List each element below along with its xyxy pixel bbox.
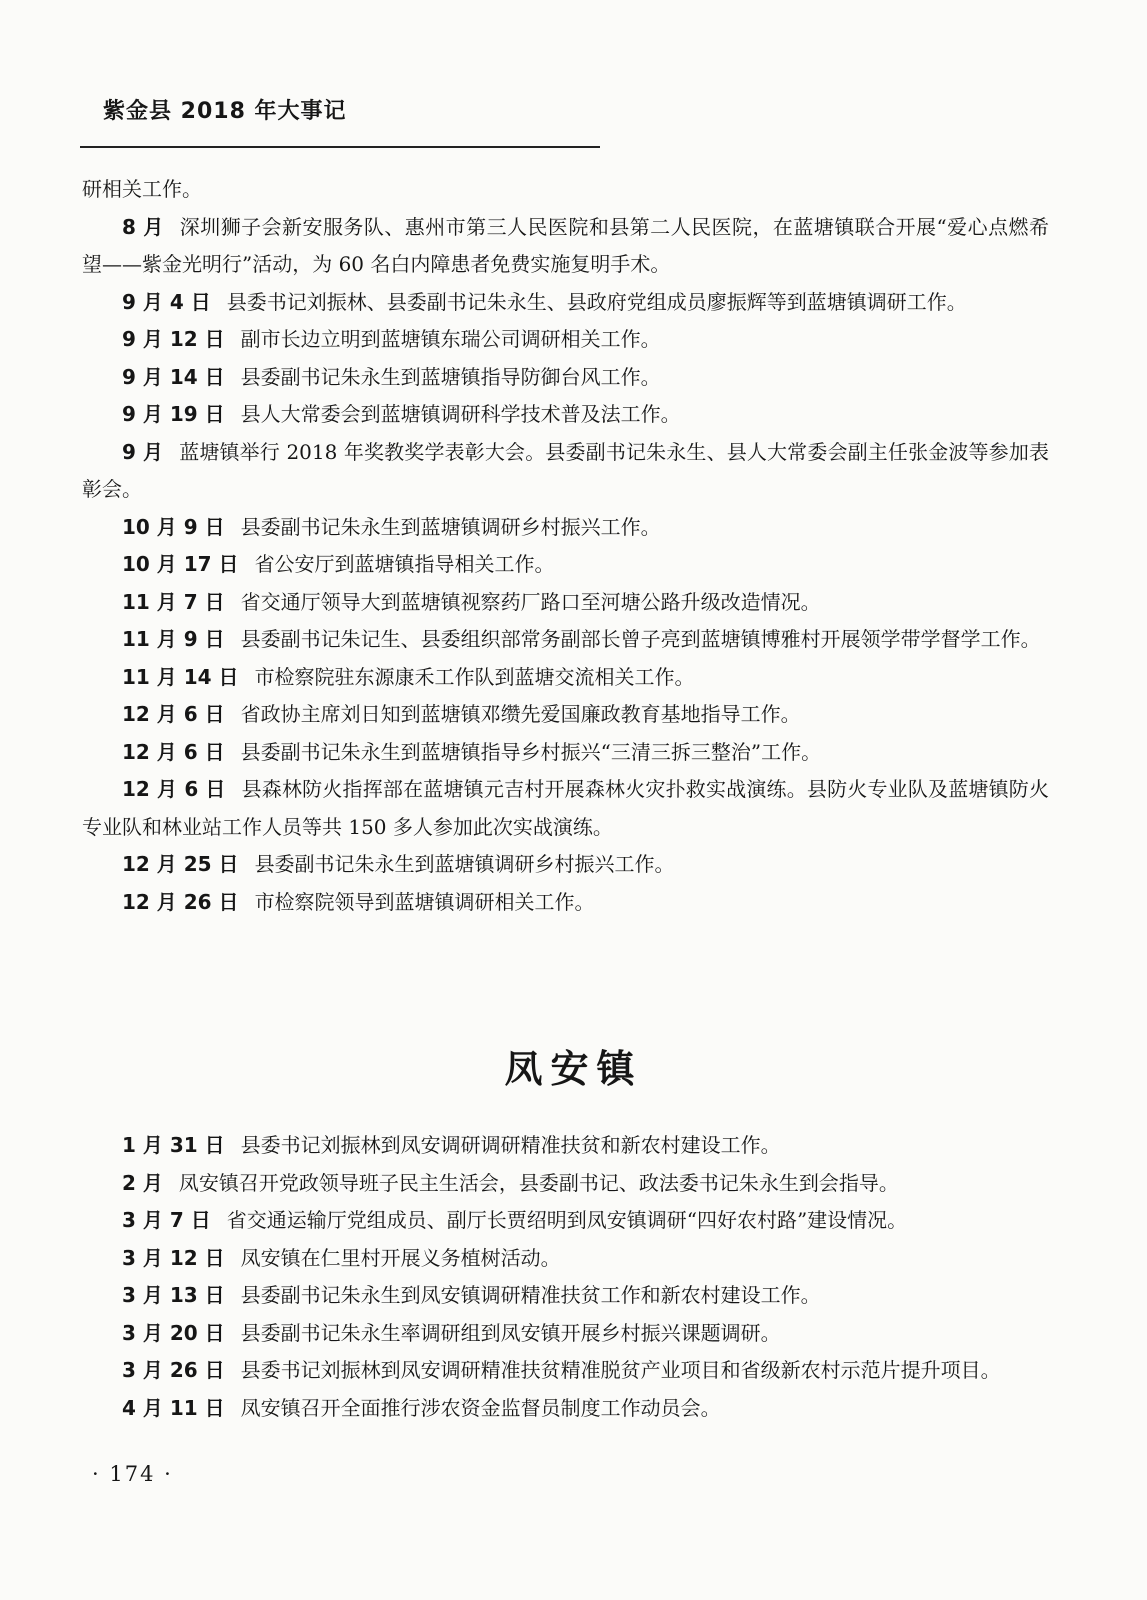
entry-date: 9 月 12 日 <box>122 327 225 351</box>
entry-date: 1 月 31 日 <box>122 1133 225 1157</box>
entry-date: 8 月 <box>122 214 164 239</box>
entry-text: 市检察院领导到蓝塘镇调研相关工作。 <box>254 889 595 914</box>
entry-date: 4 月 11 日 <box>122 1395 225 1420</box>
chronicle-entry <box>82 1352 1049 1390</box>
entry-date: 11 月 7 日 <box>122 589 225 614</box>
chronicle-entry <box>82 1390 1049 1428</box>
entry-text: 县委书记刘振林到凤安调研调研精准扶贫和新农村建设工作。 <box>240 1133 781 1157</box>
chronicle-entry <box>82 734 1049 772</box>
entry-text: 凤安镇召开党政领导班子民主生活会，县委副书记、政法委书记朱永生到会指导。 <box>178 1170 899 1195</box>
chronicle-entry <box>82 584 1049 622</box>
entry-text: 县委副书记朱永生到蓝塘镇调研乡村振兴工作。 <box>240 514 661 539</box>
entry-date: 3 月 12 日 <box>122 1245 225 1270</box>
entry-date: 2 月 <box>122 1170 163 1195</box>
entry-text: 县委副书记朱永生率调研组到凤安镇开展乡村振兴课题调研。 <box>240 1320 781 1345</box>
chronicle-entry <box>82 509 1049 547</box>
page-number: · 174 · <box>92 1462 173 1486</box>
entry-date: 3 月 20 日 <box>122 1320 225 1345</box>
entry-date: 11 月 14 日 <box>122 664 239 689</box>
entry-date: 3 月 26 日 <box>122 1358 225 1382</box>
entry-text: 县人大常委会到蓝塘镇调研科学技术普及法工作。 <box>240 402 681 426</box>
entry-text: 省交通厅领导大到蓝塘镇视察药厂路口至河塘公路升级改造情况。 <box>240 589 821 614</box>
entry-text: 凤安镇召开全面推行涉农资金监督员制度工作动员会。 <box>240 1395 721 1420</box>
entry-date: 9 月 19 日 <box>122 402 225 426</box>
entry-date: 12 月 6 日 <box>122 777 226 801</box>
entry-text: 县委书记刘振林到凤安调研精准扶贫精准脱贫产业项目和省级新农村示范片提升项目。 <box>240 1358 1001 1382</box>
chronicle-entry <box>82 621 1049 659</box>
chronicle-entry <box>82 284 1049 322</box>
entry-date: 9 月 4 日 <box>122 289 211 314</box>
entry-date: 12 月 6 日 <box>122 739 225 764</box>
entry-text: 县委副书记朱记生、县委组织部常务副部长曾子亮到蓝塘镇博雅村开展领学带学督学工作。 <box>240 627 1041 651</box>
chronicle-entry <box>82 546 1049 584</box>
chronicle-entry <box>82 846 1049 884</box>
entry-text: 研相关工作。 <box>82 177 202 201</box>
chronicle-entry <box>82 1277 1049 1315</box>
section-title: 凤安镇 <box>504 1047 643 1091</box>
entry-text: 县委副书记朱永生到蓝塘镇指导乡村振兴“三清三拆三整治”工作。 <box>240 739 822 764</box>
entry-date: 12 月 6 日 <box>122 702 225 726</box>
entry-text: 省公安厅到蓝塘镇指导相关工作。 <box>254 552 555 576</box>
chronicle-entry <box>82 1202 1049 1240</box>
chronicle-entry <box>82 771 1049 846</box>
chronicle-entry <box>82 659 1049 697</box>
entry-date: 10 月 9 日 <box>122 514 225 539</box>
chronicle-entry <box>82 884 1049 922</box>
chronicle-entry <box>82 209 1049 284</box>
entry-text: 县森林防火指挥部在蓝塘镇元吉村开展森林火灾扑救实战演练。县防火专业队及蓝塘镇防火专业队和林业站工作人员等共 150 多人参加此次实战演练。 <box>82 777 1050 839</box>
chronicle-entry <box>82 1165 1049 1203</box>
header-rule <box>80 146 600 148</box>
entry-text: 省政协主席刘日知到蓝塘镇邓缵先爱国廉政教育基地指导工作。 <box>240 702 801 726</box>
entry-text: 县委书记刘振林、县委副书记朱永生、县政府党组成员廖振辉等到蓝塘镇调研工作。 <box>226 289 967 314</box>
entry-date: 12 月 26 日 <box>122 889 239 914</box>
chronicle-entry <box>82 321 1049 359</box>
entry-text: 县委副书记朱永生到蓝塘镇指导防御台风工作。 <box>240 364 661 389</box>
entry-date: 9 月 <box>122 439 164 464</box>
chronicle-section-fengan <box>82 1127 1049 1427</box>
entry-date: 3 月 7 日 <box>122 1208 211 1232</box>
chronicle-entry <box>82 1240 1049 1278</box>
entry-text: 市检察院驻东源康禾工作队到蓝塘交流相关工作。 <box>254 664 695 689</box>
entry-date: 12 月 25 日 <box>122 852 239 876</box>
entry-text: 副市长边立明到蓝塘镇东瑞公司调研相关工作。 <box>240 327 661 351</box>
chronicle-entry <box>82 359 1049 397</box>
entry-text: 蓝塘镇举行 2018 年奖教奖学表彰大会。县委副书记朱永生、县人大常委会副主任张金波等参加表彰会。 <box>82 439 1049 501</box>
entry-date: 11 月 9 日 <box>122 627 225 651</box>
entry-text: 深圳狮子会新安服务队、惠州市第三人民医院和县第二人民医院，在蓝塘镇联合开展“爱心点燃希望——紫金光明行”活动，为 60 名白内障患者免费实施复明手术。 <box>82 214 1049 276</box>
entry-text: 县委副书记朱永生到蓝塘镇调研乡村振兴工作。 <box>254 852 675 876</box>
chronicle-entry <box>82 696 1049 734</box>
running-head: 紫金县 2018 年大事记 <box>103 99 347 124</box>
entry-date: 10 月 17 日 <box>122 552 239 576</box>
chronicle-entry <box>82 434 1049 509</box>
chronicle-entry <box>82 396 1049 434</box>
entry-text: 凤安镇在仁里村开展义务植树活动。 <box>240 1245 561 1270</box>
chronicle-entry <box>82 171 1049 209</box>
entry-text: 县委副书记朱永生到凤安镇调研精准扶贫工作和新农村建设工作。 <box>240 1283 821 1307</box>
entry-date: 9 月 14 日 <box>122 364 225 389</box>
entry-date: 3 月 13 日 <box>122 1283 225 1307</box>
chronicle-entry <box>82 1127 1049 1165</box>
chronicle-section-lantang <box>82 171 1049 921</box>
chronicle-entry <box>82 1315 1049 1353</box>
entry-text: 省交通运输厅党组成员、副厅长贾绍明到凤安镇调研“四好农村路”建设情况。 <box>226 1208 908 1232</box>
